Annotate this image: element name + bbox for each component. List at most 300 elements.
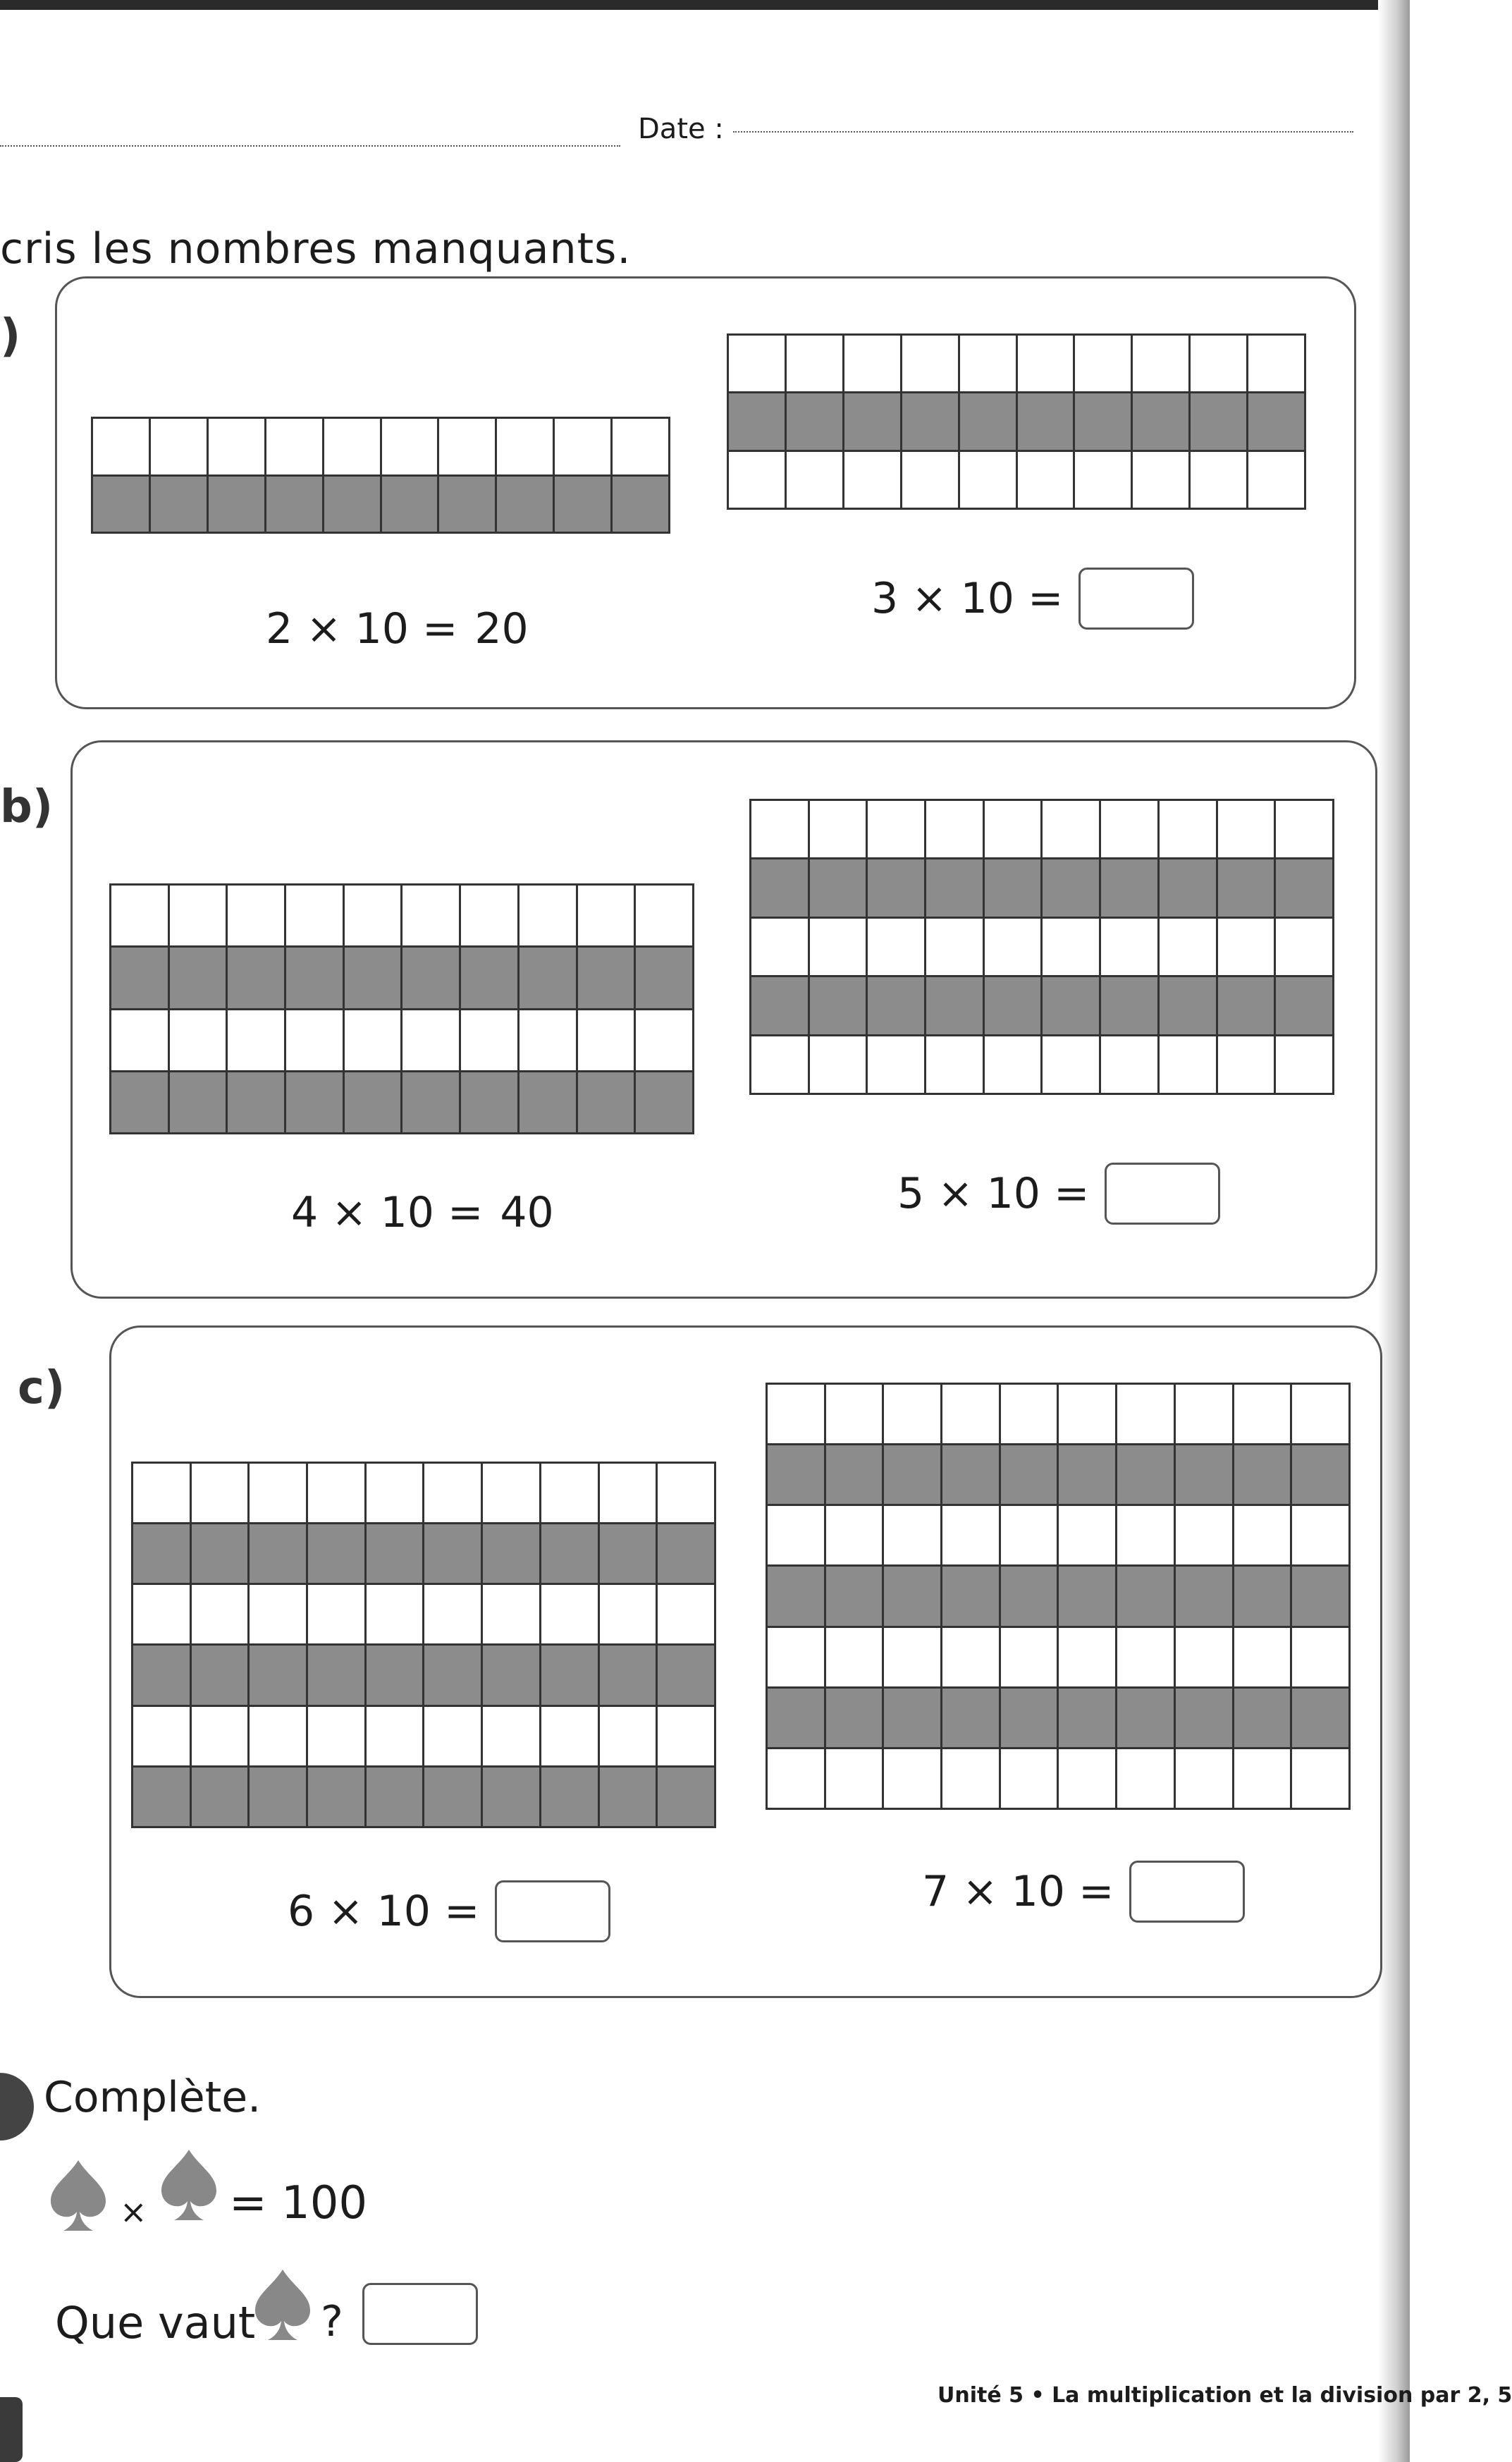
factor-b: 10 bbox=[986, 1169, 1040, 1218]
grid-cell bbox=[461, 1010, 517, 1070]
factor-b: 10 bbox=[380, 1188, 434, 1237]
grid-cell bbox=[308, 1646, 364, 1704]
grid-cell bbox=[367, 1707, 423, 1765]
grid-cell bbox=[1176, 1385, 1232, 1443]
spade-icon bbox=[252, 2267, 313, 2344]
grid-cell bbox=[286, 948, 343, 1008]
grid-cell bbox=[729, 393, 785, 449]
grid-cell bbox=[424, 1464, 481, 1522]
grid-cell bbox=[170, 1072, 226, 1132]
grid-cell bbox=[1101, 977, 1157, 1034]
page-binding-shadow bbox=[1378, 0, 1410, 2462]
grid-cell bbox=[1133, 336, 1188, 391]
grid-cell bbox=[1043, 919, 1099, 975]
grid-cell bbox=[541, 1585, 598, 1643]
grid-cell bbox=[286, 1010, 343, 1070]
grid-cell bbox=[751, 801, 808, 857]
grid-cell bbox=[768, 1445, 824, 1504]
grid-cell bbox=[658, 1585, 714, 1643]
grid-cell bbox=[250, 1707, 306, 1765]
grid-cell bbox=[1218, 977, 1274, 1034]
grid-cell bbox=[636, 1072, 692, 1132]
grid-cell bbox=[1276, 859, 1332, 916]
grid-cell bbox=[884, 1628, 940, 1686]
part-label-b: b) bbox=[0, 781, 54, 833]
equation-result: = 100 bbox=[229, 2177, 368, 2229]
grid-cell bbox=[1160, 919, 1216, 975]
grid-cell bbox=[636, 948, 692, 1008]
grid-cell bbox=[382, 419, 438, 474]
grid-cell bbox=[1234, 1385, 1291, 1443]
grid-cell bbox=[810, 919, 866, 975]
grid-cell bbox=[382, 477, 438, 532]
grid-cell bbox=[133, 1646, 190, 1704]
grid-cell bbox=[461, 948, 517, 1008]
factor-a: 5 bbox=[897, 1169, 925, 1218]
grid-cell bbox=[345, 886, 401, 945]
grid-cell bbox=[1218, 1036, 1274, 1093]
question-mark: ? bbox=[321, 2297, 343, 2346]
exercise-title: Complète. bbox=[44, 2073, 262, 2122]
grid-cell bbox=[658, 1464, 714, 1522]
grid-cell bbox=[826, 1628, 883, 1686]
grid-cell bbox=[250, 1464, 306, 1522]
grid-cell bbox=[1001, 1567, 1057, 1625]
grid-cell bbox=[826, 1689, 883, 1747]
grid-cell bbox=[367, 1585, 423, 1643]
answer-box[interactable] bbox=[1078, 568, 1194, 630]
grid-cell bbox=[250, 1768, 306, 1826]
grid-cell bbox=[926, 859, 983, 916]
grid-cell bbox=[1248, 393, 1304, 449]
equation bbox=[266, 604, 529, 654]
grid-cell bbox=[250, 1585, 306, 1643]
grid-cell bbox=[541, 1768, 598, 1826]
grid-cell bbox=[600, 1464, 656, 1522]
equals-sign: = bbox=[1054, 1169, 1090, 1218]
grid-cell bbox=[1176, 1749, 1232, 1808]
grid-cell bbox=[345, 1072, 401, 1132]
exercise-number-badge bbox=[0, 2073, 34, 2141]
grid-cell bbox=[844, 393, 900, 449]
grid-cell bbox=[133, 1585, 190, 1643]
grid-cell bbox=[402, 1010, 459, 1070]
grid-cell bbox=[1276, 977, 1332, 1034]
grid-cell bbox=[884, 1567, 940, 1625]
grid-cell bbox=[884, 1749, 940, 1808]
grid-cell bbox=[844, 452, 900, 508]
grid-cell bbox=[902, 452, 958, 508]
grid-cell bbox=[1001, 1445, 1057, 1504]
grid-cell bbox=[1234, 1445, 1291, 1504]
grid-cell bbox=[93, 419, 149, 474]
grid-cell bbox=[844, 336, 900, 391]
grid-cell bbox=[942, 1567, 999, 1625]
grid-cell bbox=[367, 1464, 423, 1522]
grid-cell bbox=[192, 1524, 248, 1583]
grid-cell bbox=[578, 1010, 634, 1070]
grid-cell bbox=[768, 1749, 824, 1808]
grid-cell bbox=[658, 1707, 714, 1765]
grid-cell bbox=[868, 859, 924, 916]
part-label-a: ) bbox=[0, 310, 21, 362]
grid-cell bbox=[1248, 336, 1304, 391]
equals-sign: = bbox=[422, 604, 458, 654]
times-sign: × bbox=[331, 1188, 367, 1237]
grid-cell bbox=[520, 1010, 576, 1070]
grid-cell bbox=[308, 1585, 364, 1643]
grid-cell bbox=[1176, 1689, 1232, 1747]
grid-cell bbox=[1292, 1506, 1348, 1564]
grid-cell bbox=[133, 1524, 190, 1583]
grid-cell bbox=[768, 1689, 824, 1747]
grid-cell bbox=[324, 419, 380, 474]
factor-b: 10 bbox=[376, 1887, 431, 1936]
grid-cell bbox=[1191, 393, 1246, 449]
grid-cell bbox=[266, 477, 322, 532]
grid-cell bbox=[658, 1646, 714, 1704]
grid-cell bbox=[1276, 1036, 1332, 1093]
grid-cell bbox=[1075, 452, 1131, 508]
grid-cell bbox=[1248, 452, 1304, 508]
equals-sign: = bbox=[448, 1188, 484, 1237]
grid-cell bbox=[483, 1464, 539, 1522]
grid-cell bbox=[1075, 336, 1131, 391]
grid-cell bbox=[1191, 452, 1246, 508]
grid-cell bbox=[1160, 1036, 1216, 1093]
grid-cell bbox=[497, 477, 553, 532]
grid-cell bbox=[942, 1445, 999, 1504]
grid-cell bbox=[578, 948, 634, 1008]
grid-cell bbox=[367, 1768, 423, 1826]
grid-cell bbox=[1117, 1567, 1174, 1625]
grid-cell bbox=[1001, 1749, 1057, 1808]
panel-c bbox=[109, 1325, 1382, 1998]
times-sign: × bbox=[328, 1887, 364, 1936]
factor-b: 10 bbox=[1011, 1867, 1065, 1916]
grid-cell bbox=[424, 1707, 481, 1765]
grid-cell bbox=[1117, 1385, 1174, 1443]
grid-cell bbox=[192, 1768, 248, 1826]
grid-cell bbox=[1059, 1385, 1115, 1443]
grid-cell bbox=[1160, 801, 1216, 857]
grid-cell bbox=[402, 948, 459, 1008]
grid-cell bbox=[367, 1524, 423, 1583]
grid-cell bbox=[826, 1445, 883, 1504]
grid-cell bbox=[826, 1506, 883, 1564]
grid-cell bbox=[942, 1689, 999, 1747]
grid-cell bbox=[1191, 336, 1246, 391]
grid-cell bbox=[751, 859, 808, 916]
grid-cell bbox=[1160, 977, 1216, 1034]
grid-cell bbox=[541, 1707, 598, 1765]
equals-sign: = bbox=[1078, 1867, 1114, 1916]
grid-cell bbox=[787, 336, 842, 391]
grid-cell bbox=[520, 1072, 576, 1132]
grid-cell bbox=[1059, 1689, 1115, 1747]
grid-cell bbox=[192, 1464, 248, 1522]
grid-cell bbox=[1117, 1506, 1174, 1564]
grid-cell bbox=[884, 1506, 940, 1564]
factor-a: 2 bbox=[266, 604, 293, 654]
grid-cell bbox=[209, 419, 264, 474]
grid-cell bbox=[751, 977, 808, 1034]
grid-cell bbox=[1234, 1689, 1291, 1747]
grid-cell bbox=[345, 948, 401, 1008]
grid-cell bbox=[1101, 859, 1157, 916]
grid-cell bbox=[133, 1707, 190, 1765]
grid-cell bbox=[810, 859, 866, 916]
answer-box[interactable] bbox=[1105, 1163, 1220, 1225]
instruction-text: cris les nombres manquants. bbox=[0, 224, 632, 274]
factor-a: 6 bbox=[288, 1887, 315, 1936]
equation bbox=[897, 1163, 1220, 1225]
times-sign: × bbox=[938, 1169, 973, 1218]
grid-cell bbox=[402, 886, 459, 945]
grid-cell bbox=[555, 419, 610, 474]
grid-cell bbox=[250, 1524, 306, 1583]
grid-cell bbox=[1018, 336, 1074, 391]
grid-cell bbox=[985, 919, 1041, 975]
grid-cell bbox=[1043, 977, 1099, 1034]
grid-cell bbox=[192, 1646, 248, 1704]
grid-cell bbox=[308, 1768, 364, 1826]
grid-cell bbox=[985, 859, 1041, 916]
grid-cell bbox=[926, 977, 983, 1034]
grid-cell bbox=[1101, 801, 1157, 857]
answer-box[interactable] bbox=[1129, 1861, 1245, 1923]
grid-cell bbox=[658, 1524, 714, 1583]
grid-cell bbox=[600, 1524, 656, 1583]
top-border bbox=[0, 0, 1410, 10]
grid-cell bbox=[600, 1646, 656, 1704]
grid-cell bbox=[942, 1506, 999, 1564]
grid-cell bbox=[1276, 801, 1332, 857]
grid-cell bbox=[228, 948, 284, 1008]
grid-cell bbox=[729, 336, 785, 391]
grid-cell bbox=[1018, 393, 1074, 449]
grid-cell bbox=[884, 1689, 940, 1747]
grid-cell bbox=[111, 948, 168, 1008]
grid-cell bbox=[1276, 919, 1332, 975]
grid-cell bbox=[1117, 1689, 1174, 1747]
grid-cell bbox=[228, 886, 284, 945]
grid-cell bbox=[1218, 919, 1274, 975]
grid-cell bbox=[884, 1385, 940, 1443]
equals-sign: = bbox=[444, 1887, 480, 1936]
grid-cell bbox=[424, 1768, 481, 1826]
grid-cell bbox=[250, 1646, 306, 1704]
grid-cell bbox=[1059, 1567, 1115, 1625]
grid bbox=[91, 417, 670, 534]
times-sign: × bbox=[911, 574, 947, 623]
grid-cell bbox=[902, 336, 958, 391]
grid-cell bbox=[868, 977, 924, 1034]
grid-cell bbox=[1117, 1445, 1174, 1504]
grid bbox=[109, 883, 694, 1134]
grid-cell bbox=[151, 419, 207, 474]
grid-cell bbox=[170, 886, 226, 945]
grid-cell bbox=[1001, 1689, 1057, 1747]
grid-cell bbox=[926, 919, 983, 975]
grid-cell bbox=[1101, 919, 1157, 975]
grid-cell bbox=[1018, 452, 1074, 508]
grid-cell bbox=[541, 1464, 598, 1522]
grid-cell bbox=[768, 1628, 824, 1686]
grid-cell bbox=[1292, 1385, 1348, 1443]
grid-cell bbox=[926, 801, 983, 857]
grid-cell bbox=[192, 1585, 248, 1643]
grid-cell bbox=[1117, 1749, 1174, 1808]
panel-a bbox=[55, 276, 1356, 709]
grid-cell bbox=[810, 1036, 866, 1093]
grid-cell bbox=[600, 1768, 656, 1826]
panel-b bbox=[70, 740, 1377, 1299]
grid-cell bbox=[768, 1567, 824, 1625]
grid-cell bbox=[810, 801, 866, 857]
grid-cell bbox=[1292, 1689, 1348, 1747]
grid-cell bbox=[483, 1707, 539, 1765]
grid-cell bbox=[266, 419, 322, 474]
grid-cell bbox=[192, 1707, 248, 1765]
grid-cell bbox=[170, 948, 226, 1008]
grid-cell bbox=[868, 919, 924, 975]
equation bbox=[922, 1861, 1245, 1923]
grid-cell bbox=[111, 1072, 168, 1132]
grid-cell bbox=[1001, 1628, 1057, 1686]
grid-cell bbox=[555, 477, 610, 532]
grid-cell bbox=[751, 919, 808, 975]
date-label: Date : bbox=[638, 113, 724, 145]
grid-cell bbox=[1101, 1036, 1157, 1093]
grid-cell bbox=[768, 1506, 824, 1564]
answer-box[interactable] bbox=[495, 1880, 610, 1942]
grid-cell bbox=[424, 1524, 481, 1583]
grid-cell bbox=[1292, 1628, 1348, 1686]
grid-cell bbox=[367, 1646, 423, 1704]
grid-cell bbox=[424, 1646, 481, 1704]
grid-cell bbox=[729, 452, 785, 508]
grid-cell bbox=[424, 1585, 481, 1643]
grid-cell bbox=[868, 1036, 924, 1093]
grid-cell bbox=[111, 886, 168, 945]
equation bbox=[291, 1188, 554, 1237]
grid-cell bbox=[960, 336, 1016, 391]
grid-cell bbox=[600, 1707, 656, 1765]
grid-cell bbox=[613, 477, 668, 532]
grid-cell bbox=[768, 1385, 824, 1443]
grid-cell bbox=[810, 977, 866, 1034]
grid-cell bbox=[1043, 859, 1099, 916]
grid-cell bbox=[658, 1768, 714, 1826]
answer-box[interactable] bbox=[362, 2283, 478, 2345]
date-line[interactable] bbox=[733, 131, 1353, 133]
grid bbox=[749, 799, 1334, 1095]
grid bbox=[766, 1383, 1351, 1810]
grid-cell bbox=[826, 1385, 883, 1443]
grid-cell bbox=[1234, 1749, 1291, 1808]
grid-cell bbox=[324, 477, 380, 532]
grid-cell bbox=[111, 1010, 168, 1070]
equals-sign: = bbox=[1028, 574, 1064, 623]
grid-cell bbox=[1117, 1628, 1174, 1686]
grid-cell bbox=[1133, 452, 1188, 508]
grid-cell bbox=[520, 886, 576, 945]
grid-cell bbox=[1043, 1036, 1099, 1093]
grid-cell bbox=[960, 393, 1016, 449]
grid-cell bbox=[520, 948, 576, 1008]
grid-cell bbox=[926, 1036, 983, 1093]
answer-value: 20 bbox=[474, 604, 529, 654]
grid-cell bbox=[1218, 859, 1274, 916]
grid-cell bbox=[483, 1524, 539, 1583]
footer-unit-title: Unité 5 • La multiplication et la division par 2, 5 bbox=[938, 2383, 1512, 2408]
grid-cell bbox=[286, 886, 343, 945]
grid-cell bbox=[541, 1646, 598, 1704]
factor-b: 10 bbox=[355, 604, 409, 654]
grid-cell bbox=[1292, 1567, 1348, 1625]
grid-cell bbox=[483, 1646, 539, 1704]
grid-cell bbox=[1176, 1628, 1232, 1686]
equation bbox=[288, 1880, 610, 1942]
grid-cell bbox=[1234, 1567, 1291, 1625]
grid-cell bbox=[461, 1072, 517, 1132]
grid-cell bbox=[1176, 1506, 1232, 1564]
grid-cell bbox=[985, 1036, 1041, 1093]
part-label-c: c) bbox=[18, 1362, 66, 1414]
grid-cell bbox=[439, 419, 495, 474]
grid-cell bbox=[826, 1567, 883, 1625]
factor-a: 3 bbox=[871, 574, 899, 623]
factor-a: 7 bbox=[922, 1867, 949, 1916]
grid-cell bbox=[170, 1010, 226, 1070]
spade-icon bbox=[159, 2147, 219, 2224]
grid-cell bbox=[787, 393, 842, 449]
grid-cell bbox=[402, 1072, 459, 1132]
grid-cell bbox=[151, 477, 207, 532]
grid-cell bbox=[751, 1036, 808, 1093]
times-sign: × bbox=[306, 604, 342, 654]
grid-cell bbox=[209, 477, 264, 532]
grid-cell bbox=[902, 393, 958, 449]
grid-cell bbox=[1176, 1445, 1232, 1504]
page-number-tab bbox=[0, 2397, 23, 2462]
grid-cell bbox=[1234, 1506, 1291, 1564]
grid-cell bbox=[884, 1445, 940, 1504]
grid-cell bbox=[1059, 1749, 1115, 1808]
grid-cell bbox=[1160, 859, 1216, 916]
grid-cell bbox=[1075, 393, 1131, 449]
grid-cell bbox=[133, 1768, 190, 1826]
grid-cell bbox=[868, 801, 924, 857]
times-sign: × bbox=[120, 2193, 147, 2231]
grid-cell bbox=[1133, 393, 1188, 449]
grid-cell bbox=[228, 1010, 284, 1070]
grid-cell bbox=[1059, 1506, 1115, 1564]
grid-cell bbox=[308, 1524, 364, 1583]
spade-icon bbox=[48, 2157, 109, 2235]
grid-cell bbox=[578, 886, 634, 945]
factor-b: 10 bbox=[960, 574, 1014, 623]
grid-cell bbox=[308, 1707, 364, 1765]
name-line bbox=[0, 145, 620, 147]
grid-cell bbox=[461, 886, 517, 945]
answer-value: 40 bbox=[500, 1188, 554, 1237]
question-text: Que vaut bbox=[55, 2297, 256, 2348]
grid-cell bbox=[93, 477, 149, 532]
grid-cell bbox=[942, 1628, 999, 1686]
grid-cell bbox=[613, 419, 668, 474]
